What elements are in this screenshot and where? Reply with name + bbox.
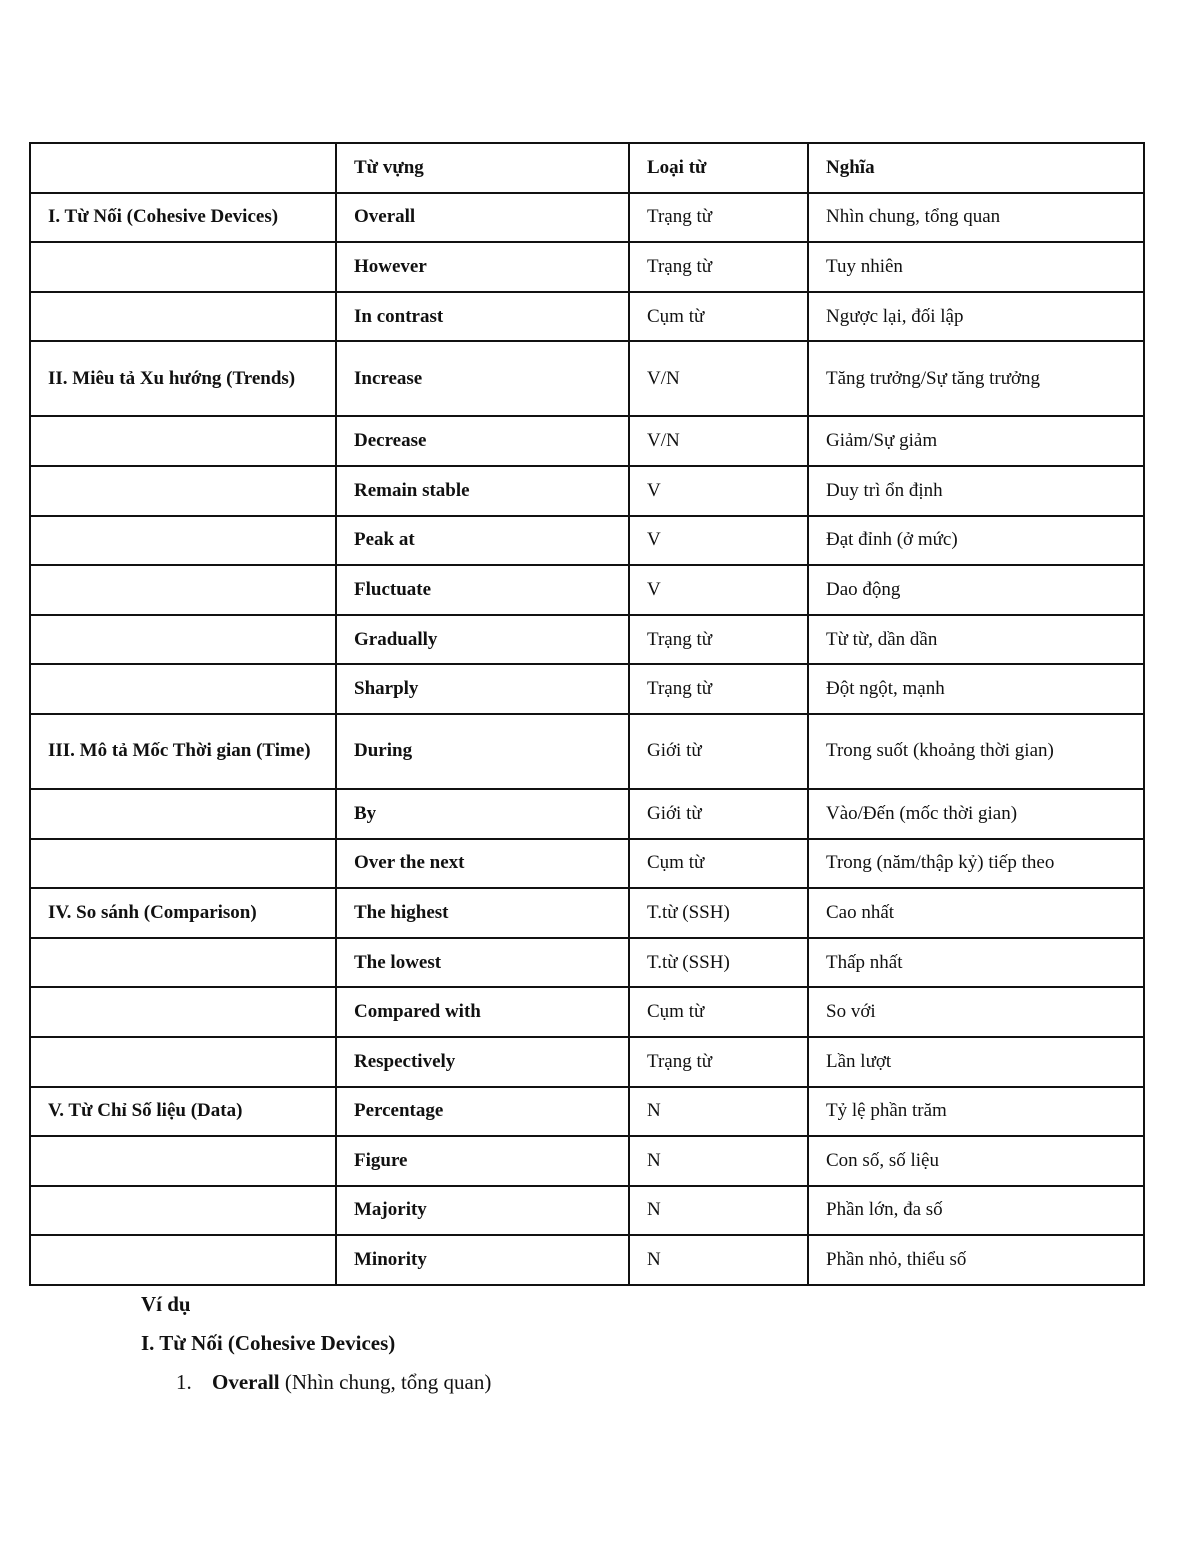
- cell-meaning: So với: [808, 987, 1144, 1037]
- table-row: [30, 789, 1144, 839]
- table-row: [30, 1186, 1144, 1236]
- cell-meaning: Giảm/Sự giảm: [808, 416, 1144, 466]
- cell-category: [30, 839, 336, 889]
- cell-category: [30, 615, 336, 665]
- cell-word: Gradually: [336, 615, 629, 665]
- table-header-row: [30, 143, 1144, 193]
- cell-category: [30, 416, 336, 466]
- cell-meaning: Nhìn chung, tổng quan: [808, 193, 1144, 243]
- cell-category: [30, 1186, 336, 1236]
- cell-type: N: [629, 1136, 808, 1186]
- cell-word: Peak at: [336, 516, 629, 566]
- cell-type: Giới từ: [629, 714, 808, 789]
- cell-type: V: [629, 516, 808, 566]
- table-row: [30, 664, 1144, 714]
- cell-category: IV. So sánh (Comparison): [30, 888, 336, 938]
- table-row: [30, 987, 1144, 1037]
- cell-category: [30, 664, 336, 714]
- cell-category: [30, 987, 336, 1037]
- cell-meaning: Thấp nhất: [808, 938, 1144, 988]
- table-row: [30, 615, 1144, 665]
- cell-category: [30, 938, 336, 988]
- cell-word: Compared with: [336, 987, 629, 1037]
- vocabulary-table: [29, 142, 1145, 1286]
- example-item-number: 1.: [176, 1370, 192, 1394]
- cell-word: Overall: [336, 193, 629, 243]
- table-row: [30, 193, 1144, 243]
- cell-meaning: Trong (năm/thập kỷ) tiếp theo: [808, 839, 1144, 889]
- cell-word: The highest: [336, 888, 629, 938]
- example-item-meaning: (Nhìn chung, tổng quan): [284, 1370, 492, 1394]
- cell-word: Majority: [336, 1186, 629, 1236]
- table-row: [30, 1037, 1144, 1087]
- cell-type: Giới từ: [629, 789, 808, 839]
- cell-type: Cụm từ: [629, 987, 808, 1037]
- cell-meaning: Ngược lại, đối lập: [808, 292, 1144, 342]
- cell-word: The lowest: [336, 938, 629, 988]
- table-row: [30, 1136, 1144, 1186]
- cell-word: By: [336, 789, 629, 839]
- cell-word: Percentage: [336, 1087, 629, 1137]
- cell-category: V. Từ Chỉ Số liệu (Data): [30, 1087, 336, 1137]
- cell-meaning: Đạt đỉnh (ở mức): [808, 516, 1144, 566]
- example-item-term: Overall: [212, 1370, 280, 1394]
- cell-word: Remain stable: [336, 466, 629, 516]
- cell-type: V/N: [629, 416, 808, 466]
- cell-meaning: Con số, số liệu: [808, 1136, 1144, 1186]
- cell-type: Cụm từ: [629, 839, 808, 889]
- cell-type: Trạng từ: [629, 615, 808, 665]
- cell-category: [30, 789, 336, 839]
- header-type: Loại từ: [629, 143, 808, 193]
- cell-type: N: [629, 1235, 808, 1285]
- table-row: [30, 938, 1144, 988]
- cell-type: Trạng từ: [629, 242, 808, 292]
- cell-word: However: [336, 242, 629, 292]
- cell-meaning: Phần lớn, đa số: [808, 1186, 1144, 1236]
- cell-category: [30, 1235, 336, 1285]
- cell-type: V: [629, 466, 808, 516]
- cell-category: [30, 466, 336, 516]
- cell-word: Over the next: [336, 839, 629, 889]
- cell-meaning: Tăng trưởng/Sự tăng trưởng: [808, 341, 1144, 416]
- table-row: [30, 416, 1144, 466]
- cell-meaning: Đột ngột, mạnh: [808, 664, 1144, 714]
- examples-label: Ví dụ: [141, 1292, 191, 1316]
- cell-type: N: [629, 1087, 808, 1137]
- cell-word: Sharply: [336, 664, 629, 714]
- cell-type: V/N: [629, 341, 808, 416]
- cell-meaning: Trong suốt (khoảng thời gian): [808, 714, 1144, 789]
- cell-category: II. Miêu tả Xu hướng (Trends): [30, 341, 336, 416]
- cell-type: Trạng từ: [629, 664, 808, 714]
- table-row: [30, 516, 1144, 566]
- table-row: [30, 242, 1144, 292]
- cell-category: [30, 565, 336, 615]
- cell-meaning: Tỷ lệ phần trăm: [808, 1087, 1144, 1137]
- cell-meaning: Phần nhỏ, thiểu số: [808, 1235, 1144, 1285]
- header-meaning: Nghĩa: [808, 143, 1144, 193]
- cell-type: T.từ (SSH): [629, 938, 808, 988]
- header-category: [30, 143, 336, 193]
- cell-meaning: Từ từ, dần dần: [808, 615, 1144, 665]
- cell-type: Trạng từ: [629, 193, 808, 243]
- table-row: [30, 466, 1144, 516]
- cell-category: III. Mô tả Mốc Thời gian (Time): [30, 714, 336, 789]
- table-row: [30, 714, 1144, 789]
- cell-meaning: Tuy nhiên: [808, 242, 1144, 292]
- cell-meaning: Lần lượt: [808, 1037, 1144, 1087]
- table-row: [30, 839, 1144, 889]
- cell-type: T.từ (SSH): [629, 888, 808, 938]
- cell-meaning: Vào/Đến (mốc thời gian): [808, 789, 1144, 839]
- cell-type: Cụm từ: [629, 292, 808, 342]
- table-row: [30, 1087, 1144, 1137]
- examples-section-title: I. Từ Nối (Cohesive Devices): [141, 1331, 396, 1355]
- cell-word: Respectively: [336, 1037, 629, 1087]
- table-row: [30, 888, 1144, 938]
- cell-type: N: [629, 1186, 808, 1236]
- table-row: [30, 341, 1144, 416]
- cell-word: In contrast: [336, 292, 629, 342]
- table-row: [30, 1235, 1144, 1285]
- cell-category: [30, 242, 336, 292]
- cell-category: [30, 292, 336, 342]
- examples-section: [141, 1290, 491, 1407]
- table-row: [30, 565, 1144, 615]
- example-item: [141, 1368, 491, 1407]
- cell-word: Increase: [336, 341, 629, 416]
- table-row: [30, 292, 1144, 342]
- cell-word: Figure: [336, 1136, 629, 1186]
- header-word: Từ vựng: [336, 143, 629, 193]
- cell-meaning: Duy trì ổn định: [808, 466, 1144, 516]
- cell-type: V: [629, 565, 808, 615]
- vocabulary-table-body: [30, 143, 1144, 1285]
- cell-word: Decrease: [336, 416, 629, 466]
- cell-category: I. Từ Nối (Cohesive Devices): [30, 193, 336, 243]
- cell-word: During: [336, 714, 629, 789]
- cell-category: [30, 516, 336, 566]
- cell-category: [30, 1136, 336, 1186]
- cell-word: Fluctuate: [336, 565, 629, 615]
- cell-category: [30, 1037, 336, 1087]
- cell-word: Minority: [336, 1235, 629, 1285]
- cell-meaning: Cao nhất: [808, 888, 1144, 938]
- cell-meaning: Dao động: [808, 565, 1144, 615]
- cell-type: Trạng từ: [629, 1037, 808, 1087]
